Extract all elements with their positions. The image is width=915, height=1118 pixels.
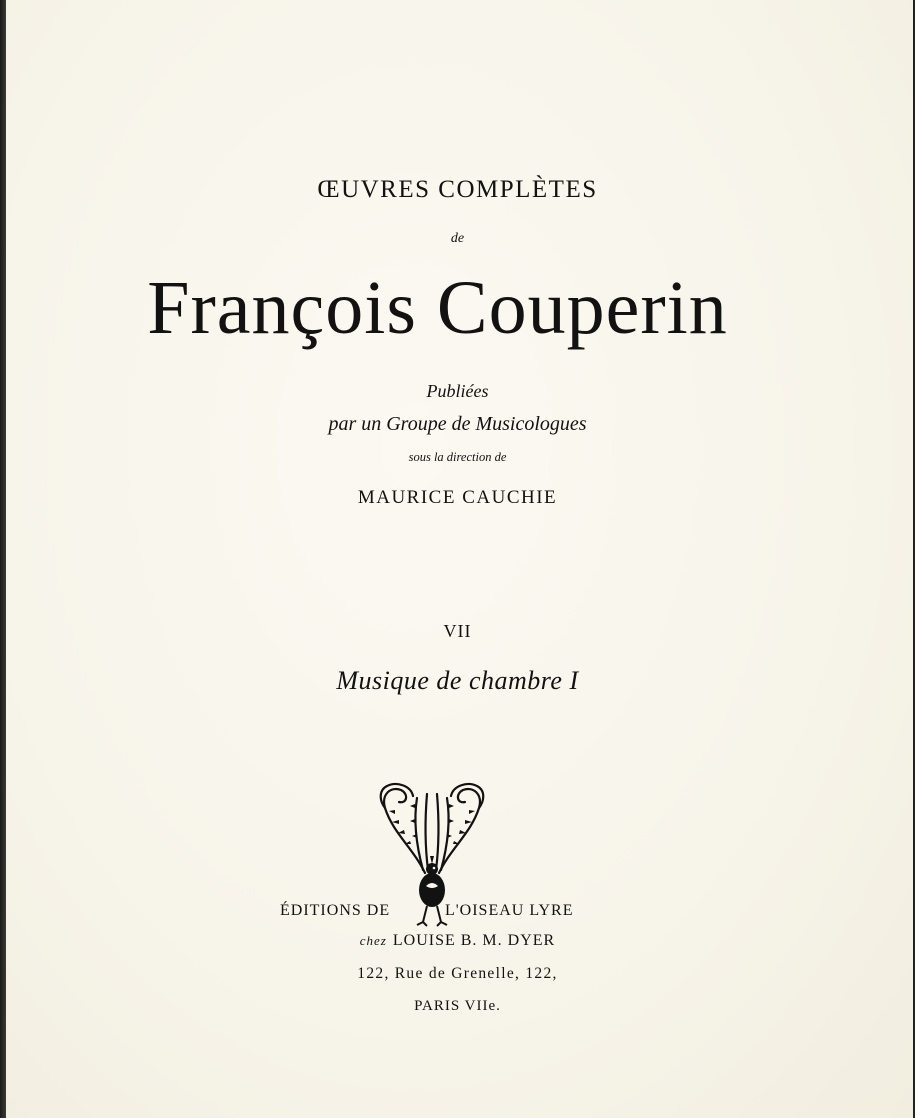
publisher-name-left: ÉDITIONS DE — [280, 902, 391, 919]
publisher-name-right: L'OISEAU LYRE — [445, 902, 574, 919]
series-title: ŒUVRES COMPLÈTES — [317, 176, 598, 203]
volume-title: Musique de chambre I — [336, 666, 579, 695]
editors-group: par un Groupe de Musicologues — [328, 413, 587, 435]
director-name: MAURICE CAUCHIE — [357, 487, 558, 508]
agent-line — [0, 932, 915, 950]
preposition-de: de — [450, 231, 465, 246]
composer-name: François Couperin — [147, 266, 728, 350]
chez-label: chez — [359, 933, 387, 948]
street-address: 122, Rue de Grenelle, 122, — [357, 965, 558, 982]
title-page — [6, 0, 913, 1118]
volume-number: VII — [443, 621, 472, 641]
published-label: Publiées — [426, 381, 489, 401]
agent-name: LOUISE B. M. DYER — [392, 932, 556, 949]
direction-label: sous la direction de — [408, 450, 507, 464]
city-address: PARIS VIIe. — [414, 998, 501, 1014]
